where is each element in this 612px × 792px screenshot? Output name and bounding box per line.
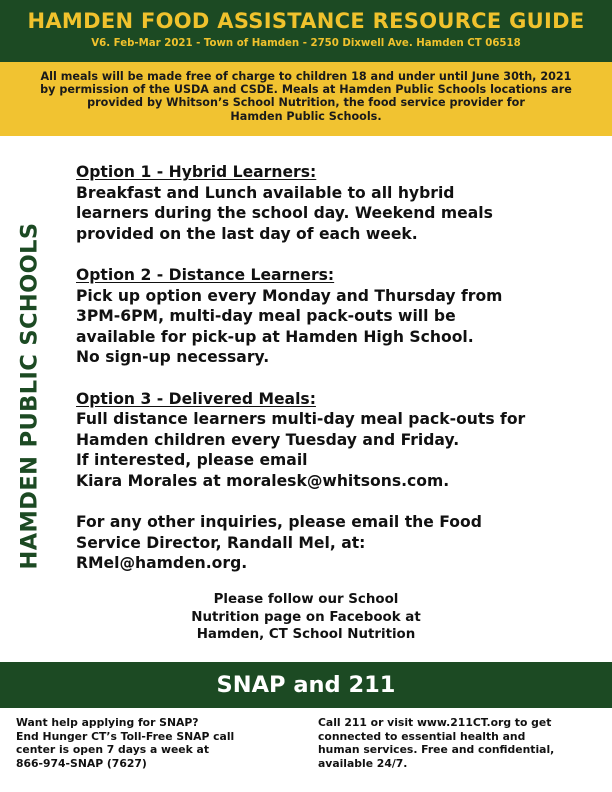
option-heading: Option 3 - Delivered Meals:	[76, 389, 316, 408]
facebook-note-line: Please follow our School	[213, 592, 399, 607]
option-line: Kiara Morales at moralesk@whitsons.com.	[76, 471, 450, 490]
info-211	[318, 716, 606, 770]
option-line: Pick up option every Monday and Thursday from	[76, 286, 503, 305]
option-line: Hamden children every Tuesday and Friday.	[76, 430, 460, 449]
inquiries-line: Service Director, Randall Mel, at:	[76, 533, 366, 552]
option-hybrid	[76, 162, 596, 244]
option-heading: Option 1 - Hybrid Learners:	[76, 163, 317, 181]
option-line: If interested, please email	[76, 451, 308, 470]
snap-info-line: center is open 7 days a week at	[16, 743, 210, 757]
free-meals-notice	[0, 62, 612, 136]
info-211-line: Call 211 or visit www.211CT.org to get	[318, 716, 552, 729]
option-heading: Option 2 - Distance Learners:	[76, 265, 335, 284]
option-line: 3PM-6PM, multi-day meal pack-outs will be	[76, 307, 456, 326]
option-line: provided on the last day of each week.	[76, 224, 418, 243]
snap-info-line: Want help applying for SNAP?	[16, 716, 199, 729]
snap-211-title: SNAP and 211	[216, 672, 396, 698]
notice-line: provided by Whitson’s School Nutrition, the food service provider for	[87, 96, 525, 110]
info-211-line: connected to essential health and	[318, 729, 526, 743]
option-line: No sign-up necessary.	[76, 348, 270, 367]
header-banner	[0, 0, 612, 62]
info-211-line: human services. Free and confidential,	[318, 743, 555, 757]
option-delivered	[76, 389, 596, 492]
meal-options	[76, 162, 596, 594]
page-subtitle: V6. Feb-Mar 2021 - Town of Hamden - 2750 Dixwell Ave. Hamden CT 06518	[91, 38, 521, 49]
option-line: available for pick-up at Hamden High School.	[76, 327, 474, 346]
notice-line: All meals will be made free of charge to children 18 and under until June 30th, 2021	[40, 70, 572, 83]
side-label-text: HAMDEN PUBLIC SCHOOLS	[17, 222, 43, 570]
snap-info-line: End Hunger CT’s Toll-Free SNAP call	[16, 729, 235, 743]
notice-text	[18, 70, 594, 123]
snap-info	[16, 716, 286, 770]
option-line: Breakfast and Lunch available to all hybrid	[76, 183, 455, 202]
facebook-note-line: Hamden, CT School Nutrition	[196, 627, 416, 642]
option-distance	[76, 265, 596, 368]
option-line: Full distance learners multi-day meal pack-outs for	[76, 410, 526, 429]
facebook-note-line: Nutrition page on Facebook at	[191, 609, 421, 625]
inquiries	[76, 512, 596, 574]
side-label	[14, 208, 46, 584]
facebook-note	[150, 591, 462, 644]
snap-info-line: 866-974-SNAP (7627)	[16, 756, 147, 770]
inquiries-line: For any other inquiries, please email the Food	[76, 513, 482, 532]
info-211-line: available 24/7.	[318, 756, 408, 770]
option-line: learners during the school day. Weekend meals	[76, 204, 493, 223]
notice-line: Hamden Public Schools.	[230, 109, 382, 123]
notice-line: by permission of the USDA and CSDE. Meals at Hamden Public Schools locations are	[40, 83, 572, 97]
page-title: HAMDEN FOOD ASSISTANCE RESOURCE GUIDE	[27, 9, 585, 33]
inquiries-line: RMel@hamden.org.	[76, 554, 248, 573]
snap-211-banner	[0, 662, 612, 708]
